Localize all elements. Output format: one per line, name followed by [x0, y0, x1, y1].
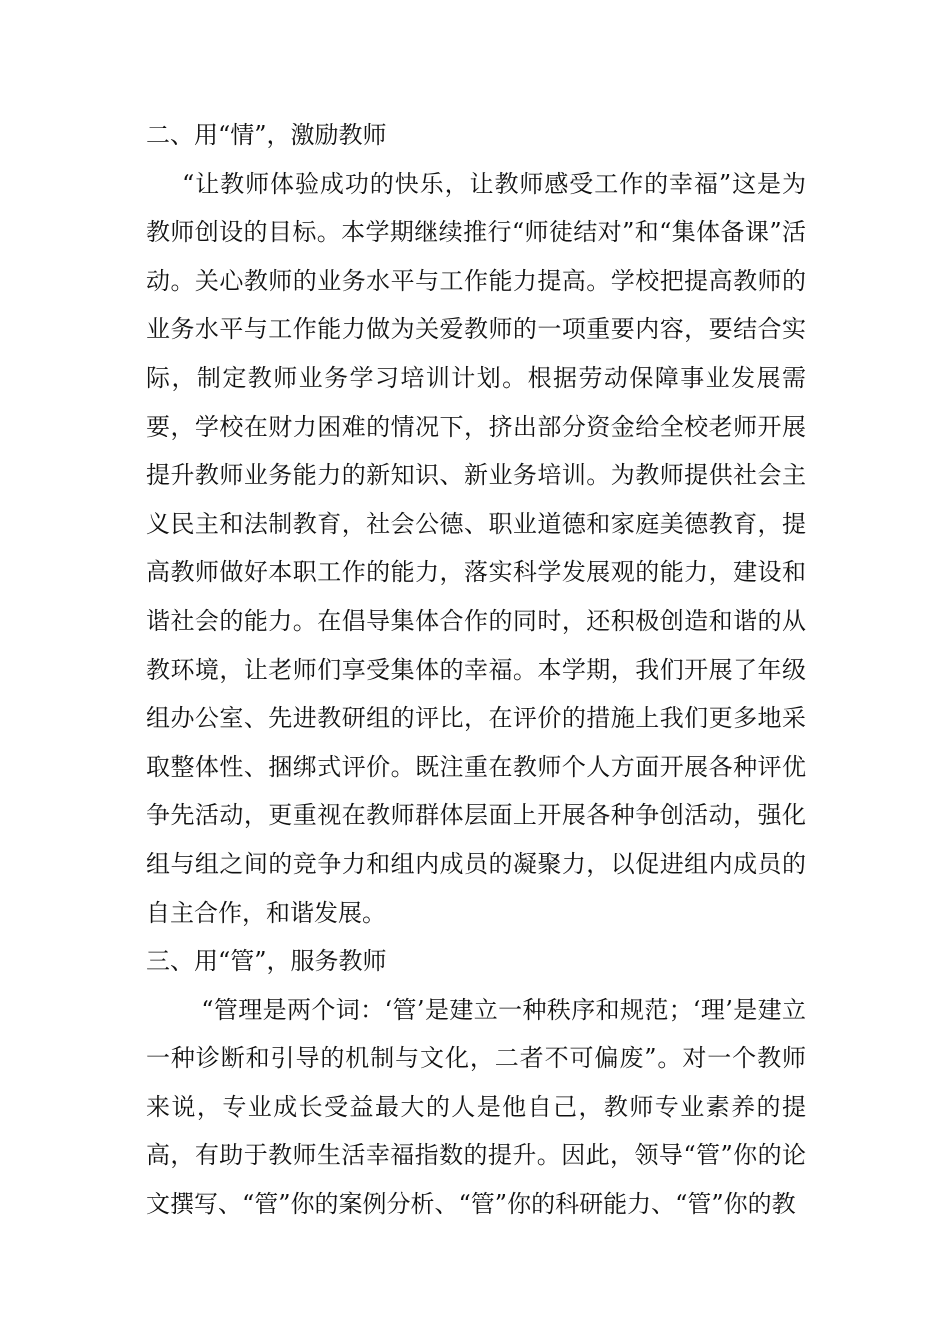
- document-body: [146, 111, 806, 1229]
- section-heading-2: 二、用“情”，激励教师: [146, 121, 387, 149]
- section-paragraph-2: “让教师体验成功的快乐，让教师感受工作的幸福”这是为教师创设的目标。本学期继续推行“师徒结对”和“集体备课”活动。关心教师的业务水平与工作能力提高。学校把提高教师的业务水平与工作能力做为关爱教师的一项重要内容，要结合实际，制定教师业务学习培训计划。根据劳动保障事业发展需要，学校在财力困难的情况下，挤出部分资金给全校老师开展提升教师业务能力的新知识、新业务培训。为教师提供社会主义民主和法制教育，社会公德、职业道德和家庭美德教育，提高教师做好本职工作的能力，落实科学发展观的能力，建设和谐社会的能力。在倡导集体合作的同时，还积极创造和谐的从教环境，让老师们享受集体的幸福。本学期，我们开展了年级组办公室、先进教研组的评比，在评价的措施上我们更多地采取整体性、捆绑式评价。既注重在教师个人方面开展各种评优争先活动，更重视在教师群体层面上开展各种争创活动，强化组与组之间的竞争力和组内成员的凝聚力，以促进组内成员的自主合作，和谐发展。: [146, 169, 806, 927]
- section-paragraph-3: “管理是两个词：‘管’是建立一种秩序和规范；‘理’是建立一种诊断和引导的机制与文化，二者不可偏废”。对一个教师来说，专业成长受益最大的人是他自己，教师专业素养的提高，有助于教师生活幸福指数的提升。因此，领导“管”你的论文撰写、“管”你的案例分析、“管”你的科研能力、“管”你的教: [146, 995, 806, 1219]
- section-heading-3: 三、用“管”，服务教师: [146, 947, 387, 976]
